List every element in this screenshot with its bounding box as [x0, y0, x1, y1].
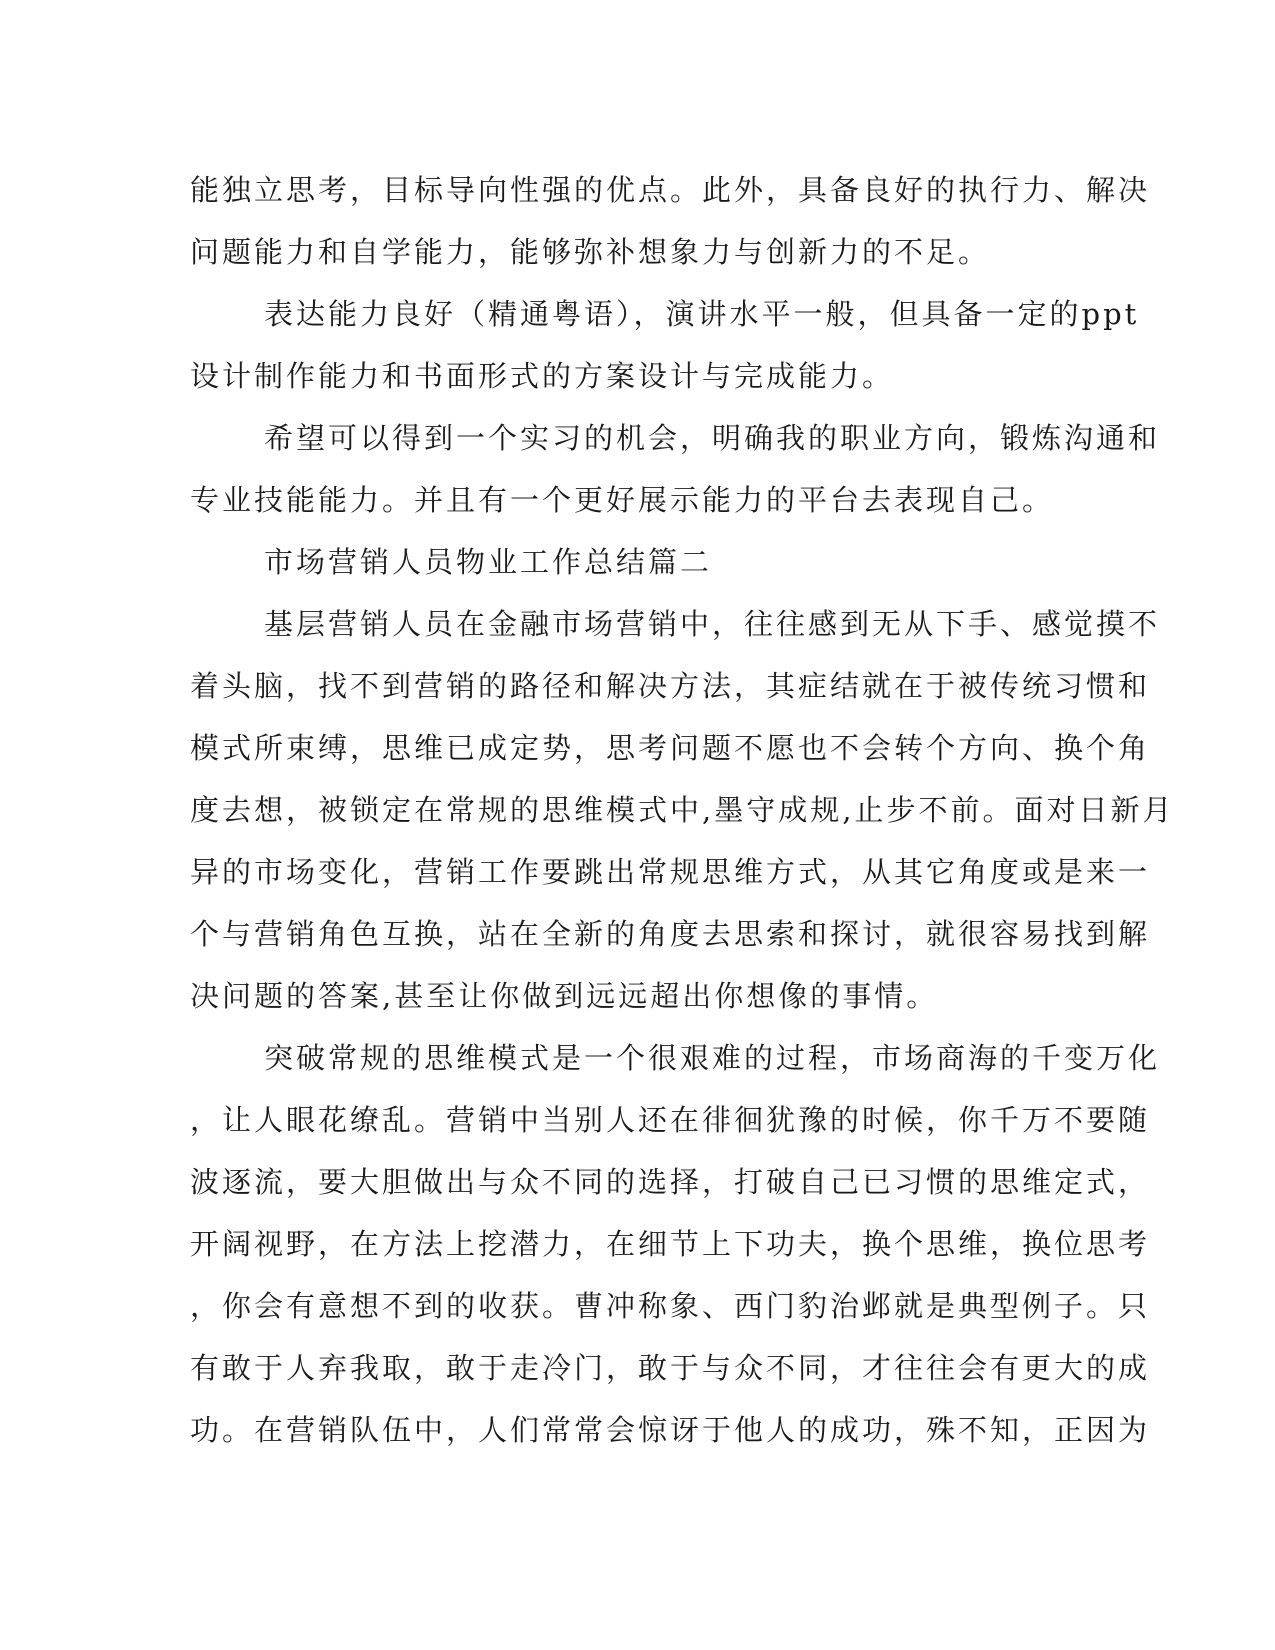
text-line: 专业技能能力。并且有一个更好展示能力的平台去表现自己。: [190, 483, 1055, 517]
text-line: 希望可以得到一个实习的机会，明确我的职业方向，锻炼沟通和: [264, 421, 1161, 455]
text-line: 波逐流，要大胆做出与众不同的选择，打破自己已习惯的思维定式，: [190, 1165, 1151, 1199]
text-line: 模式所束缚，思维已成定势，思考问题不愿也不会转个方向、换个角: [190, 731, 1151, 765]
text-line: 能独立思考，目标导向性强的优点。此外，具备良好的执行力、解决: [190, 173, 1151, 207]
text-line: 着头脑，找不到营销的路径和解决方法，其症结就在于被传统习惯和: [190, 669, 1151, 703]
text-line: 功。在营销队伍中，人们常常会惊讶于他人的成功，殊不知，正因为: [190, 1413, 1151, 1447]
text-line: 开阔视野，在方法上挖潜力，在细节上下功夫，换个思维，换位思考: [190, 1227, 1151, 1261]
text-line: 决问题的答案,甚至让你做到远远超出你想像的事情。: [190, 979, 939, 1013]
text-line: 个与营销角色互换，站在全新的角度去思索和探讨，就很容易找到解: [190, 917, 1151, 951]
document-body: [190, 162, 1175, 1464]
text-line: 突破常规的思维模式是一个很艰难的过程，市场商海的千变万化: [264, 1041, 1161, 1075]
text-line: ，你会有意想不到的收获。曹冲称象、西门豹治邺就是典型例子。只: [190, 1289, 1151, 1323]
text-line: 基层营销人员在金融市场营销中，往往感到无从下手、感觉摸不: [264, 607, 1161, 641]
text-line: 异的市场变化，营销工作要跳出常规思维方式，从其它角度或是来一: [190, 855, 1151, 889]
text-line: 问题能力和自学能力，能够弥补想象力与创新力的不足。: [190, 235, 991, 269]
text-line: 有敢于人弃我取，敢于走冷门，敢于与众不同，才往往会有更大的成: [190, 1351, 1151, 1385]
text-line: 表达能力良好（精通粤语），演讲水平一般，但具备一定的ppt: [264, 297, 1140, 331]
section-heading: 市场营销人员物业工作总结篇二: [264, 545, 713, 579]
text-line: ，让人眼花缭乱。营销中当别人还在徘徊犹豫的时候，你千万不要随: [190, 1103, 1151, 1137]
text-line: 设计制作能力和书面形式的方案设计与完成能力。: [190, 359, 895, 393]
text-line: 度去想，被锁定在常规的思维模式中,墨守成规,止步不前。面对日新月: [190, 793, 1175, 827]
